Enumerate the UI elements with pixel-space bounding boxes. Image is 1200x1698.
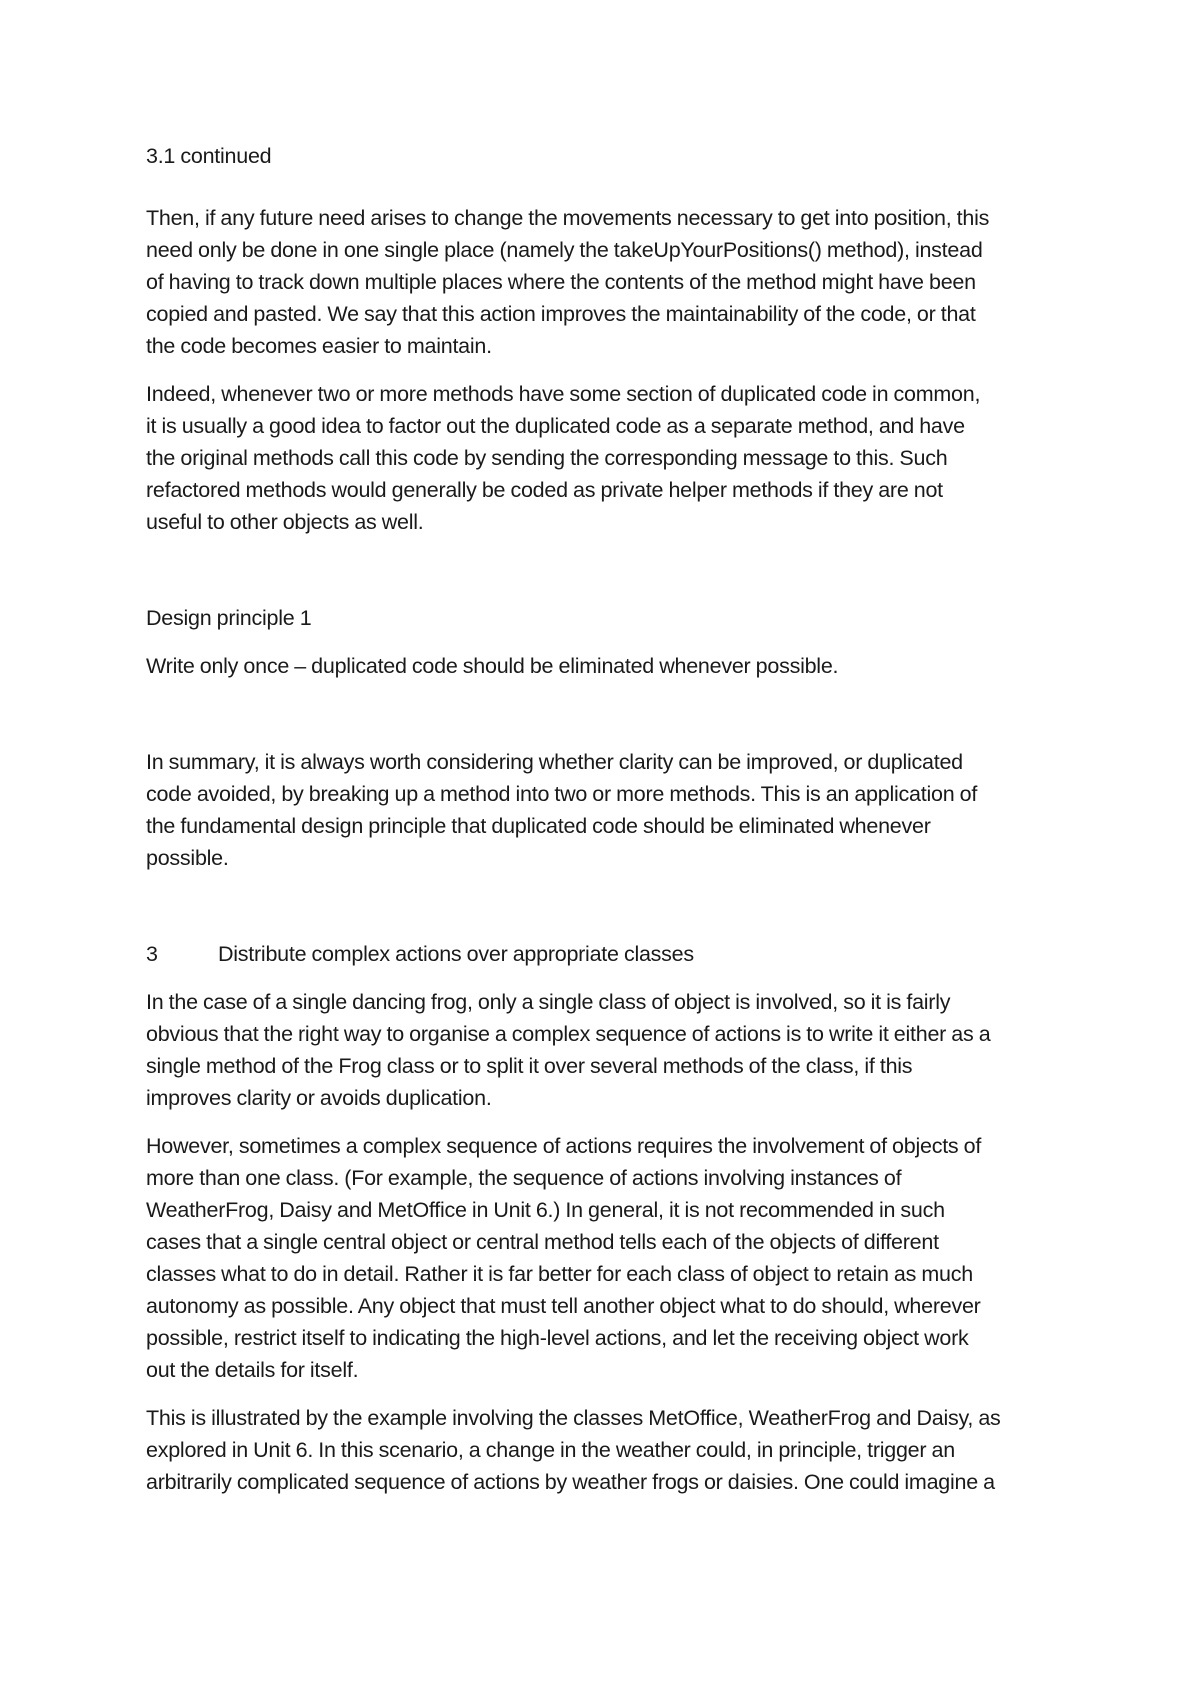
section-heading	[146, 938, 1074, 970]
paragraph-line: need only be done in one single place (namely the takeUpYourPositions() method), instead	[146, 238, 983, 262]
paragraph-maintainability	[146, 202, 1074, 362]
paragraph-line: explored in Unit 6. In this scenario, a change in the weather could, in principle, trigger an	[146, 1438, 955, 1462]
paragraph-illustration	[146, 1402, 1074, 1498]
paragraph-line: autonomy as possible. Any object that must tell another object what to do should, wherever	[146, 1294, 981, 1318]
spacer	[146, 362, 1074, 378]
paragraph-factor-out	[146, 378, 1074, 538]
paragraph-line: obvious that the right way to organise a complex sequence of actions is to write it either as a	[146, 1022, 991, 1046]
paragraph-line: This is illustrated by the example involving the classes MetOffice, WeatherFrog and Daisy, as	[146, 1406, 1001, 1430]
paragraph-line: useful to other objects as well.	[146, 510, 424, 534]
paragraph-line: In summary, it is always worth considering whether clarity can be improved, or duplicated	[146, 750, 963, 774]
paragraph-line: copied and pasted. We say that this action improves the maintainability of the code, or that	[146, 302, 976, 326]
paragraph-line: code avoided, by breaking up a method into two or more methods. This is an application of	[146, 782, 978, 806]
continued-heading: 3.1 continued	[146, 144, 272, 168]
paragraph-line: possible, restrict itself to indicating the high-level actions, and let the receiving object work	[146, 1326, 969, 1350]
paragraph-line: cases that a single central object or central method tells each of the objects of different	[146, 1230, 939, 1254]
design-principle-text: Write only once – duplicated code should be eliminated whenever possible.	[146, 654, 839, 678]
paragraph-line: single method of the Frog class or to split it over several methods of the class, if this	[146, 1054, 913, 1078]
paragraph-line: the fundamental design principle that duplicated code should be eliminated whenever	[146, 814, 931, 838]
paragraph-single-frog	[146, 986, 1074, 1114]
paragraph-multiple-classes	[146, 1130, 1074, 1386]
section-number: 3	[146, 942, 158, 966]
paragraph-line: Indeed, whenever two or more methods have some section of duplicated code in common,	[146, 382, 981, 406]
section-title: Distribute complex actions over appropriate classes	[218, 942, 694, 966]
spacer	[146, 172, 1074, 202]
spacer	[146, 538, 1074, 602]
paragraph-line: the original methods call this code by sending the corresponding message to this. Such	[146, 446, 948, 470]
paragraph-line: more than one class. (For example, the sequence of actions involving instances of	[146, 1166, 902, 1190]
paragraph-line: In the case of a single dancing frog, only a single class of object is involved, so it is fairly	[146, 990, 951, 1014]
paragraph-line: out the details for itself.	[146, 1358, 359, 1382]
paragraph-line: the code becomes easier to maintain.	[146, 334, 492, 358]
spacer	[146, 874, 1074, 938]
paragraph-summary	[146, 746, 1074, 874]
paragraph-line: improves clarity or avoids duplication.	[146, 1086, 492, 1110]
paragraph-line: WeatherFrog, Daisy and MetOffice in Unit 6.) In general, it is not recommended in such	[146, 1198, 945, 1222]
paragraph-line: classes what to do in detail. Rather it is far better for each class of object to retain as much	[146, 1262, 973, 1286]
paragraph-line: refactored methods would generally be coded as private helper methods if they are not	[146, 478, 943, 502]
paragraph-line: possible.	[146, 846, 229, 870]
paragraph-line: However, sometimes a complex sequence of actions requires the involvement of objects of	[146, 1134, 982, 1158]
spacer	[146, 634, 1074, 650]
spacer	[146, 970, 1074, 986]
spacer	[146, 1114, 1074, 1130]
paragraph-line: arbitrarily complicated sequence of actions by weather frogs or daisies. One could imagine a	[146, 1470, 995, 1494]
spacer	[146, 1386, 1074, 1402]
paragraph-line: Then, if any future need arises to change the movements necessary to get into position, this	[146, 206, 990, 230]
paragraph-line: of having to track down multiple places where the contents of the method might have been	[146, 270, 976, 294]
paragraph-line: it is usually a good idea to factor out the duplicated code as a separate method, and have	[146, 414, 965, 438]
spacer	[146, 682, 1074, 746]
document-page	[146, 140, 1074, 1498]
design-principle-title: Design principle 1	[146, 606, 312, 630]
